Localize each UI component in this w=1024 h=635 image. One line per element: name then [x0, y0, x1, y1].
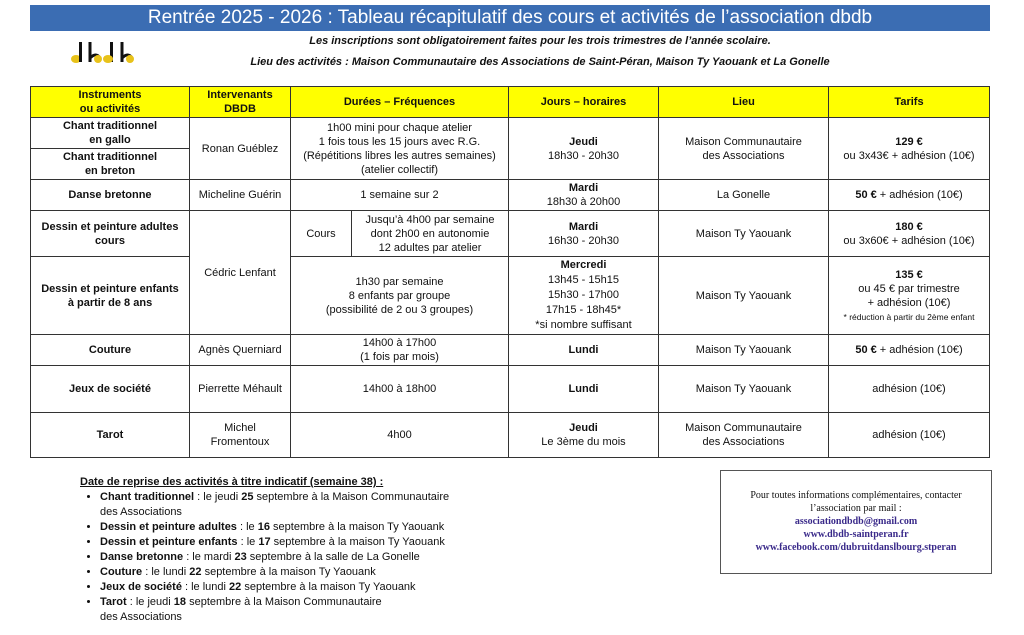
lieu-dessin-adultes: Maison Ty Yaouank	[659, 211, 829, 257]
facebook-link[interactable]: www.facebook.com/dubruitdanslbourg.stperan	[755, 542, 957, 553]
duree-dessin-adultes-text: Jusqu’à 4h00 par semaine dont 2h00 en autonomie 12 adultes par atelier	[365, 213, 495, 254]
activity-chant-gallo: Chant traditionnel en gallo	[31, 118, 190, 149]
header-instruments: Instruments ou activités	[31, 87, 190, 118]
jour-couture: Lundi	[509, 335, 659, 366]
intervenant-dessin: Cédric Lenfant	[190, 211, 291, 335]
lieu-dessin-enfants: Maison Ty Yaouank	[659, 257, 829, 335]
jour-dessin-enfants: Mercredi 13h45 - 15h15 15h30 - 17h00 17h15 - 18h45* *si nombre suffisant	[509, 257, 659, 335]
list-item: • Chant traditionnel : le jeudi 25 septembre à la Maison Communautaire des Associations	[100, 490, 500, 520]
duree-couture: 14h00 à 17h00 (1 fois par mois)	[291, 335, 509, 366]
activities-table	[30, 86, 990, 458]
lieu-couture: Maison Ty Yaouank	[659, 335, 829, 366]
table-row	[31, 335, 990, 366]
tarif-dessin-enfants: 135 € ou 45 € par trimestre + adhésion (10€) * réduction à partir du 2ème enfant	[829, 257, 990, 335]
table-row	[31, 118, 990, 149]
table-row	[31, 257, 990, 335]
subtitle-lieux: Lieu des activités : Maison Communautaire des Associations de Saint-Péran, Maison Ty Yaouank et La Gonelle	[250, 56, 830, 68]
jour-tarot: Jeudi Le 3ème du mois	[509, 413, 659, 458]
lieu-danse: La Gonelle	[659, 180, 829, 211]
header-durees: Durées – Fréquences	[291, 87, 509, 118]
lieu-tarot: Maison Communautaire des Associations	[659, 413, 829, 458]
reprise-title: Date de reprise des activités à titre indicatif (semaine 38) :	[80, 476, 384, 488]
duree-jeux: 14h00 à 18h00	[291, 366, 509, 413]
intervenant-couture: Agnès Querniard	[190, 335, 291, 366]
website-link[interactable]: www.dbdb-saintperan.fr	[803, 529, 909, 540]
list-item: • Dessin et peinture adultes : le 16 septembre à la maison Ty Yaouank	[100, 520, 500, 535]
duree-dessin-enfants: 1h30 par semaine 8 enfants par groupe (possibilité de 2 ou 3 groupes)	[291, 257, 509, 335]
table-row	[31, 366, 990, 413]
header-tarifs: Tarifs	[829, 87, 990, 118]
intervenant-jeux: Pierrette Méhault	[190, 366, 291, 413]
table-header-row	[31, 87, 990, 118]
activity-couture: Couture	[31, 335, 190, 366]
list-item: • Jeux de société : le lundi 22 septembre à la maison Ty Yaouank	[100, 580, 500, 595]
contact-info-box	[720, 470, 992, 574]
tarif-couture: 50 € + adhésion (10€)	[829, 335, 990, 366]
subtitle-inscriptions: Les inscriptions sont obligatoirement faites pour les trois trimestres de l’année scolaire.	[309, 35, 771, 47]
duree-tarot: 4h00	[291, 413, 509, 458]
jour-jeux: Lundi	[509, 366, 659, 413]
lieu-chant: Maison Communautaire des Associations	[659, 118, 829, 180]
tarif-chant: 129 € ou 3x43€ + adhésion (10€)	[829, 118, 990, 180]
activity-dessin-enfants: Dessin et peinture enfants à partir de 8 ans	[31, 257, 190, 335]
list-item: • Tarot : le jeudi 18 septembre à la Maison Communautaire des Associations	[100, 595, 500, 625]
info-line-1: Pour toutes informations complémentaires, contacter	[750, 490, 962, 501]
table-row	[31, 413, 990, 458]
tarif-jeux: adhésion (10€)	[829, 366, 990, 413]
reprise-section	[80, 476, 500, 625]
table-row	[31, 180, 990, 211]
tarif-danse: 50 € + adhésion (10€)	[829, 180, 990, 211]
header-lieu: Lieu	[659, 87, 829, 118]
cours-label: Cours	[291, 211, 352, 256]
header-intervenants: Intervenants DBDB	[190, 87, 291, 118]
list-item: • Danse bretonne : le mardi 23 septembre à la salle de La Gonelle	[100, 550, 500, 565]
info-line-2: l’association par mail :	[810, 503, 902, 514]
jour-dessin-adultes: Mardi 16h30 - 20h30	[509, 211, 659, 257]
jour-danse: Mardi 18h30 à 20h00	[509, 180, 659, 211]
activity-jeux: Jeux de société	[31, 366, 190, 413]
table-row	[31, 211, 990, 257]
duree-danse: 1 semaine sur 2	[291, 180, 509, 211]
activity-danse: Danse bretonne	[31, 180, 190, 211]
tarif-dessin-adultes: 180 € ou 3x60€ + adhésion (10€)	[829, 211, 990, 257]
intervenant-chant: Ronan Guéblez	[190, 118, 291, 180]
activity-tarot: Tarot	[31, 413, 190, 458]
lieu-jeux: Maison Ty Yaouank	[659, 366, 829, 413]
duree-chant: 1h00 mini pour chaque atelier 1 fois tous les 15 jours avec R.G. (Répétitions libres les autres semaines) (atelier collectif)	[291, 118, 509, 180]
intervenant-tarot: Michel Fromentoux	[190, 413, 291, 458]
dbdb-logo	[70, 36, 134, 66]
jour-chant: Jeudi 18h30 - 20h30	[509, 118, 659, 180]
intervenant-danse: Micheline Guérin	[190, 180, 291, 211]
activity-chant-breton: Chant traditionnel en breton	[31, 149, 190, 180]
reprise-list	[80, 490, 500, 625]
page-title: Rentrée 2025 - 2026 : Tableau récapitulatif des cours et activités de l’association dbdb	[30, 5, 990, 31]
email-link[interactable]: associationdbdb@gmail.com	[794, 516, 918, 527]
activity-dessin-adultes: Dessin et peinture adultes cours	[31, 211, 190, 257]
tarif-tarot: adhésion (10€)	[829, 413, 990, 458]
list-item: • Couture : le lundi 22 septembre à la maison Ty Yaouank	[100, 565, 500, 580]
header-jours: Jours – horaires	[509, 87, 659, 118]
list-item: • Dessin et peinture enfants : le 17 septembre à la maison Ty Yaouank	[100, 535, 500, 550]
duree-dessin-adultes	[291, 211, 509, 257]
